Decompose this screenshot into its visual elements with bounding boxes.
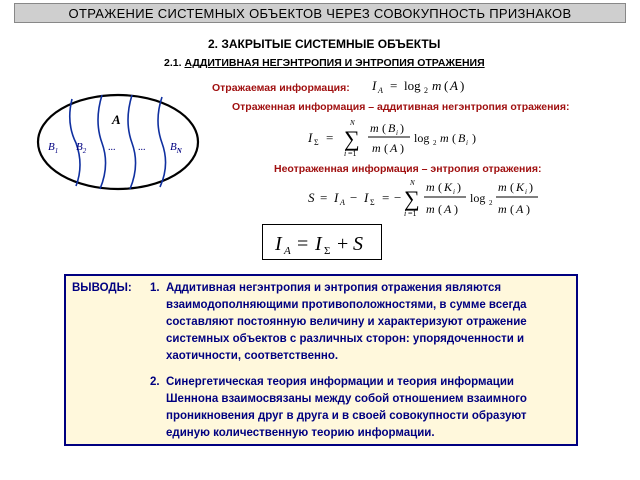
svg-text:(: ( <box>382 121 386 135</box>
svg-text:): ) <box>457 180 461 194</box>
svg-text:m: m <box>426 180 435 194</box>
conclusion-line: единую количественную теорию информации. <box>166 427 435 439</box>
svg-text:A: A <box>450 78 458 93</box>
formula-s <box>306 175 546 221</box>
svg-text:): ) <box>400 141 404 155</box>
set-a-label: A <box>112 112 121 127</box>
svg-text:m: m <box>440 131 449 145</box>
svg-text:K: K <box>516 180 525 194</box>
conclusion-line: Шеннона взаимосвязаны между собой отношением взаимного <box>166 393 527 405</box>
svg-text:A: A <box>340 198 345 207</box>
svg-text:): ) <box>400 121 404 135</box>
svg-text:Σ: Σ <box>314 138 319 147</box>
set-b2-label: $B_2$ <box>76 141 87 155</box>
svg-text:(: ( <box>444 78 449 93</box>
conclusion-line: проникновения друг в друга и в своей совокупности образуют <box>166 410 527 422</box>
svg-text:I: I <box>275 233 282 255</box>
ellipsis-label-1: ... <box>108 142 116 153</box>
conclusion-line: взаимодополняющими противоположностями, в сумме всегда <box>166 299 527 311</box>
conclusion-line: Синергетическая теория информации и теория информации <box>166 376 514 388</box>
reflected-info-label: Отраженная информация – аддитивная негэнтропия отражения: <box>232 101 570 113</box>
formula-i-sigma <box>306 114 506 160</box>
svg-text:log: log <box>404 78 421 93</box>
svg-text:(: ( <box>510 202 514 216</box>
conclusion-line: хаотичности, соответственно. <box>166 350 339 362</box>
svg-text:i: i <box>453 188 455 196</box>
svg-text:): ) <box>529 180 533 194</box>
svg-text:A: A <box>390 141 398 155</box>
svg-text:i: i <box>404 209 407 218</box>
svg-text:m: m <box>370 121 379 135</box>
svg-text:i: i <box>525 188 527 196</box>
conclusion-line: системных объектов с различных сторон: упорядоченности и <box>166 333 525 345</box>
conclusions-heading: ВЫВОДЫ: <box>72 282 132 294</box>
svg-text:m: m <box>372 141 381 155</box>
svg-text:B: B <box>458 131 466 145</box>
subsection-name: АДДИТИВНАЯ НЕГЭНТРОПИЯ И ЭНТРОПИЯ ОТРАЖЕНИЯ <box>184 57 485 69</box>
svg-text:A: A <box>444 202 452 216</box>
set-bn-label: $B_N$ <box>170 141 182 155</box>
svg-text:2: 2 <box>433 139 437 147</box>
svg-text:=: = <box>297 233 309 255</box>
formula-ia <box>370 76 490 96</box>
section-title: 2. ЗАКРЫТЫЕ СИСТЕМНЫЕ ОБЪЕКТЫ <box>208 37 441 51</box>
set-b1-label: $B_1$ <box>48 141 59 155</box>
svg-text:∑: ∑ <box>404 186 420 211</box>
svg-text:A: A <box>284 245 291 257</box>
result-formula-box <box>262 224 382 260</box>
svg-text:N: N <box>350 119 355 127</box>
svg-text:K: K <box>444 180 453 194</box>
svg-text:=: = <box>320 190 328 205</box>
svg-text:=1: =1 <box>348 149 357 158</box>
svg-text:A: A <box>378 86 383 95</box>
svg-text:B: B <box>388 121 396 135</box>
svg-text:2: 2 <box>424 86 428 95</box>
svg-text:(: ( <box>384 141 388 155</box>
svg-text:2: 2 <box>489 199 493 207</box>
reflected-label: Отражаемая информация: <box>212 82 350 94</box>
svg-text:(: ( <box>452 131 456 145</box>
subsection-number: 2.1. <box>164 57 182 69</box>
svg-text:m: m <box>426 202 435 216</box>
svg-text:S: S <box>353 233 363 255</box>
svg-text:(: ( <box>438 202 442 216</box>
svg-text:): ) <box>526 202 530 216</box>
unreflected-info-label: Неотраженная информация – энтропия отражения: <box>274 163 542 175</box>
svg-text:i: i <box>396 129 398 137</box>
svg-text:m: m <box>432 78 442 93</box>
svg-text:−: − <box>350 190 358 205</box>
svg-text:−: − <box>394 190 402 205</box>
slide-title-bar <box>14 3 626 23</box>
svg-text:S: S <box>308 190 315 205</box>
svg-text:): ) <box>472 131 476 145</box>
slide-title: ОТРАЖЕНИЕ СИСТЕМНЫХ ОБЪЕКТОВ ЧЕРЕЗ СОВОКУПНОСТЬ ПРИЗНАКОВ <box>68 5 572 21</box>
svg-text:∑: ∑ <box>344 126 360 151</box>
svg-text:A: A <box>516 202 524 216</box>
svg-text:(: ( <box>438 180 442 194</box>
svg-text:=: = <box>326 130 334 145</box>
svg-text:(: ( <box>510 180 514 194</box>
svg-text:=1: =1 <box>408 209 417 218</box>
conclusion-number: 1. <box>150 282 160 294</box>
subsection-title <box>164 57 485 69</box>
svg-text:m: m <box>498 202 507 216</box>
svg-text:=: = <box>390 78 398 93</box>
svg-text:I: I <box>315 233 322 255</box>
svg-text:I: I <box>364 190 369 205</box>
svg-text:I: I <box>308 130 313 145</box>
svg-text:Σ: Σ <box>370 198 375 207</box>
svg-text:N: N <box>410 179 415 187</box>
svg-text:=: = <box>382 190 390 205</box>
svg-text:): ) <box>454 202 458 216</box>
svg-text:i: i <box>344 149 347 158</box>
svg-text:I: I <box>372 78 377 93</box>
conclusion-number: 2. <box>150 376 160 388</box>
conclusions-box <box>64 274 578 446</box>
conclusion-line: Аддитивная негэнтропия и энтропия отражения являются <box>166 282 502 294</box>
svg-text:Σ: Σ <box>324 245 331 257</box>
svg-text:log: log <box>414 131 430 145</box>
svg-text:i: i <box>466 139 468 147</box>
ellipsis-label-2: ... <box>138 142 146 153</box>
svg-text:): ) <box>460 78 465 93</box>
conclusion-line: составляют постоянную величину и характеризуют отражение <box>166 316 527 328</box>
svg-text:+: + <box>337 233 349 255</box>
svg-text:m: m <box>498 180 507 194</box>
system-object-diagram <box>36 93 200 191</box>
svg-text:I: I <box>334 190 339 205</box>
formula-ia-sum <box>263 225 383 261</box>
svg-text:log: log <box>470 191 486 205</box>
